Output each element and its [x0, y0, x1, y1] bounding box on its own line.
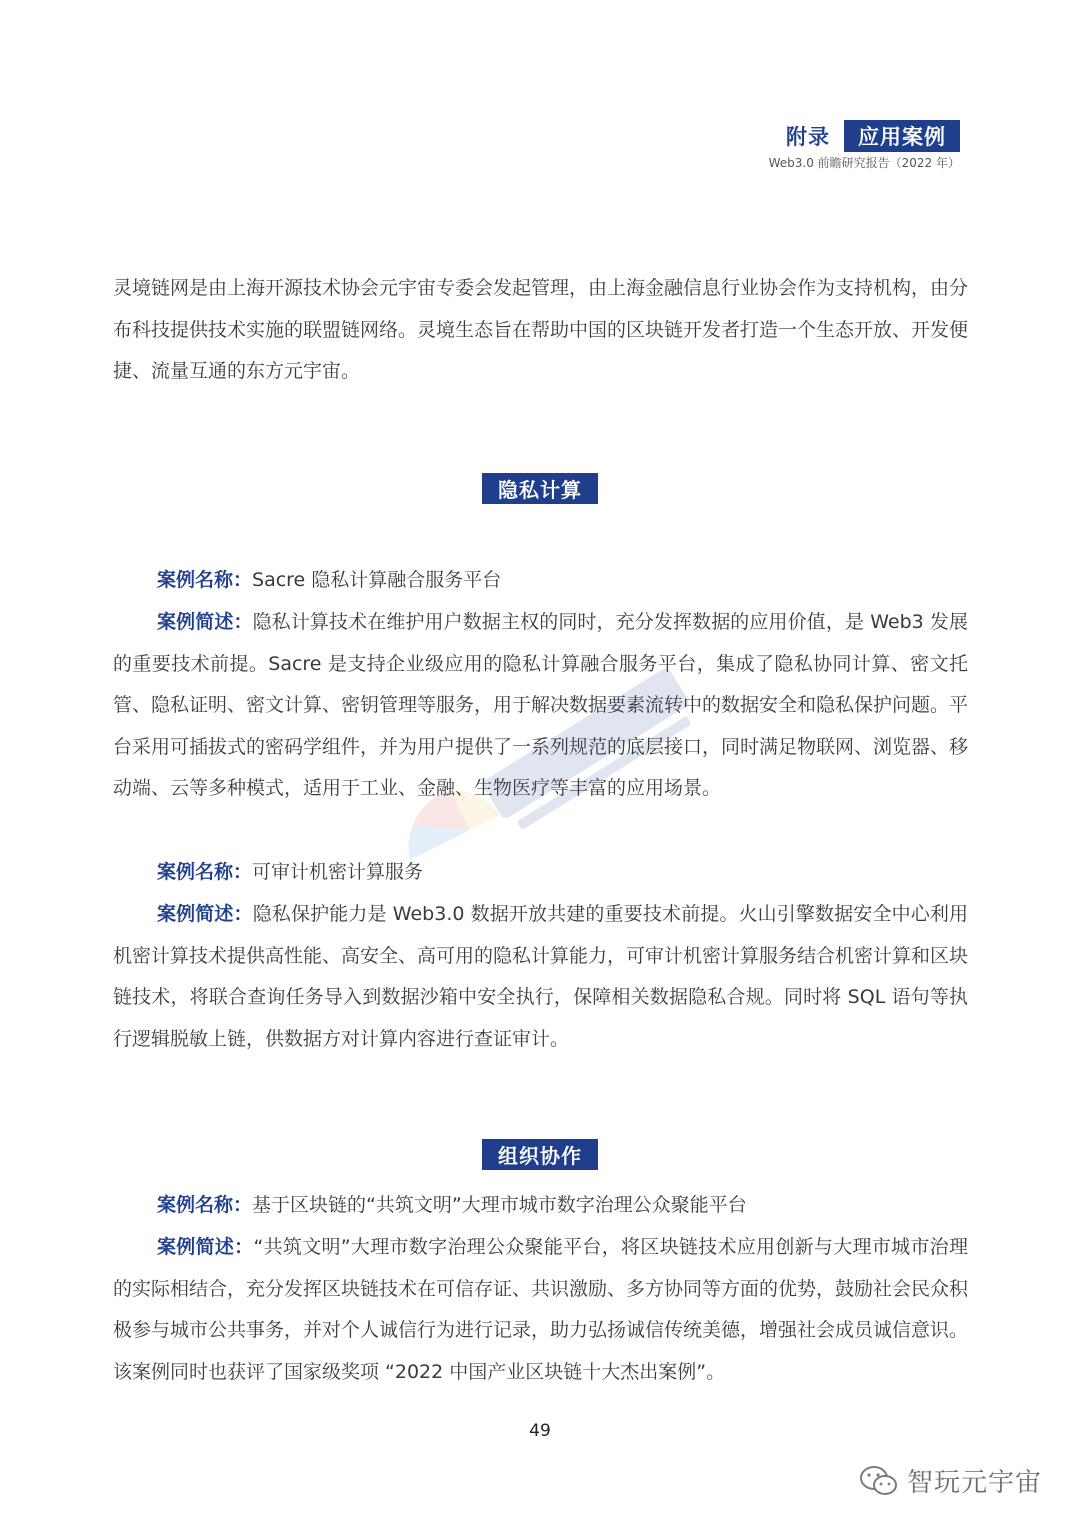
- case-desc: “共筑文明”大理市数字治理公众聚能平台，将区块链技术应用创新与大理市城市治理的实际相结合，充分发挥区块链技术在可信存证、共识激励、多方协同等方面的优势，鼓励社会民众积极参与城市公共事务，并对个人诚信行为进行记录，助力弘扬诚信传统美德，增强社会成员诚信意识。该案例同时也获评了国家级奖项 “2022 中国产业区块链十大杰出案例”。: [113, 1236, 969, 1383]
- section-title-collaboration: 组织协作: [482, 1139, 598, 1170]
- case-desc-label: 案例简述：: [157, 611, 253, 633]
- case-desc-label: 案例简述：: [157, 1236, 254, 1258]
- case-desc-paragraph: [113, 602, 968, 810]
- appendix-label: 附录: [786, 125, 830, 149]
- section-title-privacy: 隐私计算: [482, 473, 598, 504]
- case-name: 基于区块链的“共筑文明”大理市城市数字治理公众聚能平台: [252, 1194, 747, 1216]
- case-name: Sacre 隐私计算融合服务平台: [252, 569, 502, 591]
- brand-footer: [859, 1462, 1042, 1499]
- header-tag: 应用案例: [844, 120, 960, 152]
- intro-paragraph: 灵境链网是由上海开源技术协会元宇宙专委会发起管理，由上海金融信息行业协会作为支持机构，由分布科技提供技术实施的联盟链网络。灵境生态旨在帮助中国的区块链开发者打造一个生态开放、开发便捷、流量互通的东方元宇宙。: [113, 277, 969, 382]
- case-desc: 隐私保护能力是 Web3.0 数据开放共建的重要技术前提。火山引擎数据安全中心利用机密计算技术提供高性能、高安全、高可用的隐私计算能力，可审计机密计算服务结合机密计算和区块链技术，将联合查询任务导入到数据沙箱中安全执行，保障相关数据隐私合规。同时将 SQL 语句等执行逻辑脱敏上链，供数据方对计算内容进行查证审计。: [113, 903, 969, 1050]
- brand-name: 智玩元宇宙: [906, 1468, 1042, 1498]
- wechat-icon: [859, 1465, 899, 1497]
- report-subtitle: Web3.0 前瞻研究报告（2022 年）: [768, 156, 960, 170]
- case-name-row: [113, 560, 968, 602]
- case-name-row: [113, 852, 968, 894]
- case-desc-paragraph: [113, 1227, 968, 1393]
- case-name-label: 案例名称：: [157, 861, 253, 883]
- page-header: [769, 120, 960, 171]
- case-name-row: [113, 1185, 968, 1227]
- header-top: [769, 120, 960, 152]
- case-desc-paragraph: [113, 894, 968, 1060]
- case-name-label: 案例名称：: [157, 1194, 253, 1216]
- case-name: 可审计机密计算服务: [252, 861, 424, 883]
- case-name-label: 案例名称：: [157, 569, 253, 591]
- case-desc: 隐私计算技术在维护用户数据主权的同时，充分发挥数据的应用价值，是 Web3 发展的重要技术前提。Sacre 是支持企业级应用的隐私计算融合服务平台，集成了隐私协同计算、密文托管、隐私证明、密文计算、密钥管理等服务，用于解决数据要素流转中的数据安全和隐私保护问题。平台采用可插拔式的密码学组件，并为用户提供了一系列规范的底层接口，同时满足物联网、浏览器、移动端、云等多种模式，适用于工业、金融、生物医疗等丰富的应用场景。: [113, 611, 969, 799]
- case-desc-label: 案例简述：: [157, 903, 253, 925]
- page-number: 49: [529, 1421, 551, 1441]
